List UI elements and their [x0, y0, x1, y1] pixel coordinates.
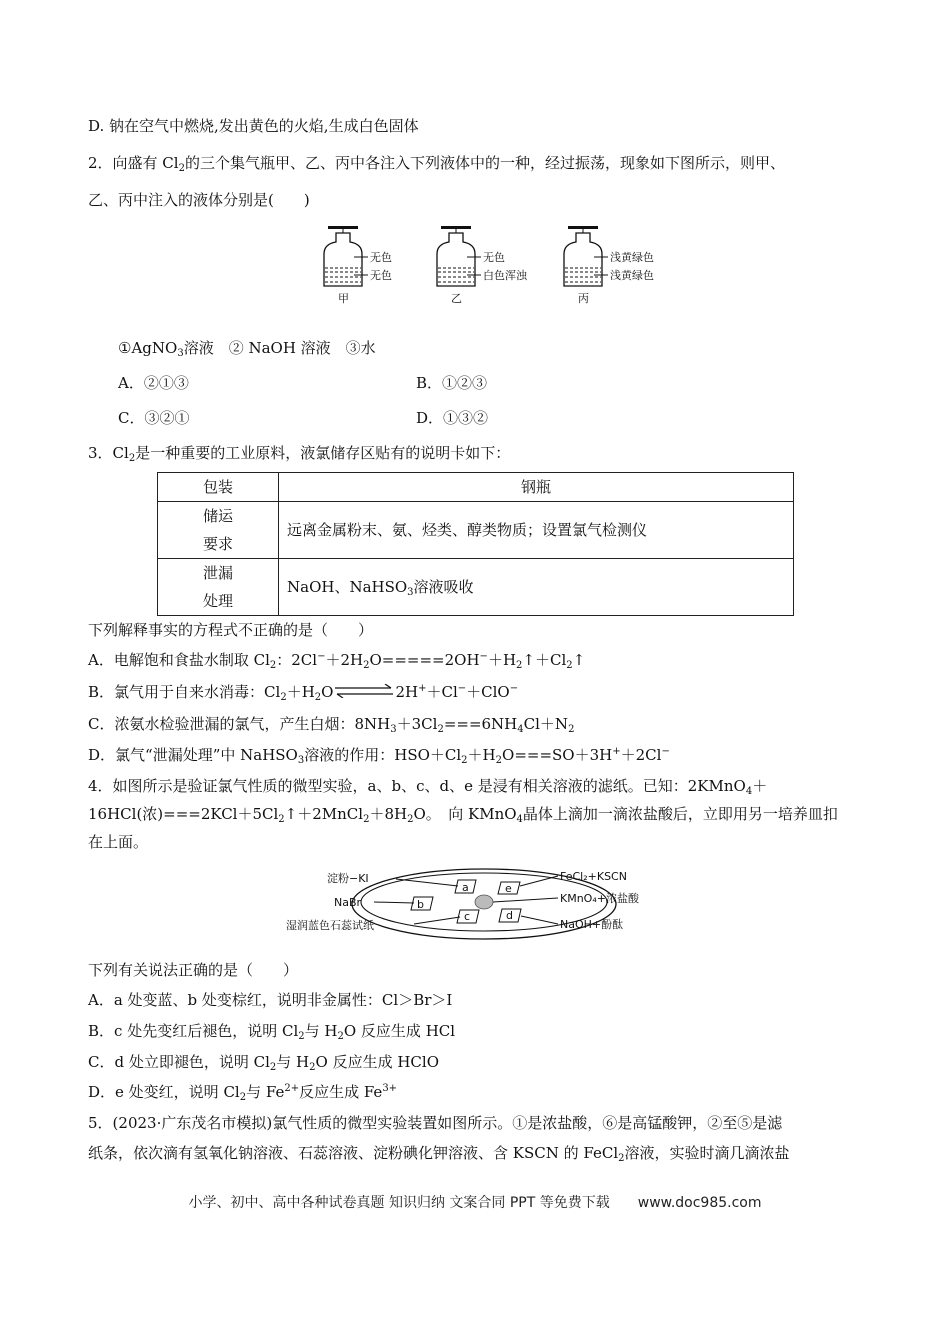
leak-key: 泄漏 处理	[158, 559, 279, 616]
q4-question: 下列有关说法正确的是（ ）	[88, 961, 299, 979]
bing-lower-label: 浅黄绿色	[610, 269, 654, 282]
petri-dish-figure	[284, 862, 664, 948]
storage-value: 远离金属粉末、氨、烃类、醇类物质；设置氯气检测仪	[279, 502, 794, 559]
bottle-bing	[564, 226, 654, 305]
table-row	[158, 559, 794, 616]
table-row	[158, 473, 794, 502]
label-naoh-phenolphthalein: NaOH+酚酞	[560, 918, 624, 931]
packaging-key: 包装	[158, 473, 279, 502]
table-row	[158, 502, 794, 559]
equilibrium-arrow	[333, 684, 395, 698]
q3-option-c: C．浓氨水检验泄漏的氯气，产生白烟：$8NH_3+3Cl_2===6NH_4Cl+N_2$	[88, 715, 575, 735]
q3-stem: 3．$Cl_2$是一种重要的工业原料，液氯储存区贴有的说明卡如下：	[88, 444, 511, 464]
chlorine-info-card	[157, 472, 794, 616]
q4-option-b: B．c 处先变红后褪色，说明 $Cl_2$与 $H_2O$ 反应生成 HCl	[88, 1022, 456, 1042]
q2-option-a: A．②①③	[118, 374, 189, 392]
yi-upper-label: 无色	[483, 251, 505, 264]
q3-option-a: A．电解饱和食盐水制取 $Cl_2$：$2Cl^-+2H_2O=====2OH^-+H_2↑+Cl_2↑$	[88, 651, 586, 671]
label-litmus-paper: 湿润蓝色石蕊试纸	[286, 919, 374, 932]
q2-stem-line1: 2．向盛有 $Cl_2$的三个集气瓶甲、乙、丙中各注入下列液体中的一种，经过振荡，现象如下图所示，则甲、	[88, 154, 785, 174]
jia-upper-label: 无色	[370, 251, 392, 264]
q2-option-b: B．①②③	[416, 374, 488, 392]
q4-stem-line1: 4．如图所示是验证氯气性质的微型实验，a、b、c、d、e 是浸有相关溶液的滤纸。已知：2KMnO$_4$＋	[88, 777, 768, 797]
jia-name: 甲	[338, 292, 349, 305]
q4-stem-line2: 16HCl(浓)$===2KCl+5Cl_2↑+2MnCl_2+8H_2O$。 向 KMnO$_4$晶体上滴加一滴浓盐酸后，立即用另一培养皿扣	[88, 805, 838, 825]
bottle-yi	[437, 226, 528, 305]
q2-stem-line2: 乙、丙中注入的液体分别是( )	[88, 191, 310, 209]
label-starch-ki: 淀粉−KI	[327, 872, 369, 885]
q5-stem-line1: 5．(2023·广东茂名市模拟)氯气性质的微型实验装置如图所示。①是浓盐酸，⑥是高锰酸钾，②至⑤是滤	[88, 1114, 783, 1132]
jia-lower-label: 无色	[370, 269, 392, 282]
paper-c: c	[464, 910, 471, 923]
q1-option-d: D. 钠在空气中燃烧,发出黄色的火焰,生成白色固体	[88, 117, 419, 135]
q4-option-a: A．a 处变蓝、b 处变棕红，说明非金属性：Cl＞Br＞I	[88, 991, 453, 1009]
q3-question: 下列解释事实的方程式不正确的是（ ）	[88, 621, 374, 639]
gas-bottles-figure	[318, 224, 678, 308]
q2-option-c: C．③②①	[118, 409, 190, 427]
q4-stem-line3: 在上面。	[88, 833, 149, 851]
bing-name: 丙	[578, 292, 589, 305]
label-fecl2-kscn: FeCl₂+KSCN	[560, 870, 627, 883]
storage-key: 储运 要求	[158, 502, 279, 559]
q4-option-d: D．e 处变红，说明 $Cl_2$与 $Fe^{2+}$反应生成 $Fe^{3+}$	[88, 1083, 398, 1103]
paper-b: b	[417, 898, 424, 911]
yi-lower-label: 白色浑浊	[483, 269, 527, 282]
q2-liquids: ①AgNO$_3$溶液 ② NaOH 溶液 ③水	[118, 339, 376, 359]
footer-text: 小学、初中、高中各种试卷真题 知识归纳 文案合同 PPT 等免费下载	[188, 1195, 610, 1211]
q5-stem-line2: 纸条，依次滴有氢氧化钠溶液、石蕊溶液、淀粉碘化钾溶液、含 KSCN 的 FeCl$_2$溶液，实验时滴几滴浓盐	[88, 1144, 790, 1164]
bing-upper-label: 浅黄绿色	[610, 251, 654, 264]
page-footer	[0, 1192, 950, 1212]
q2-option-d: D．①③②	[416, 409, 489, 427]
bottle-jia	[324, 226, 392, 305]
label-nabr: NaBr	[334, 896, 362, 909]
packaging-value: 钢瓶	[279, 473, 794, 502]
paper-e: e	[505, 882, 512, 895]
q4-option-c: C．d 处立即褪色，说明 $Cl_2$与 $H_2O$ 反应生成 HClO	[88, 1053, 439, 1073]
q3-option-b: B．氯气用于自来水消毒：$Cl_2+H_2O$ 2H+＋Cl−＋ClO−	[88, 683, 519, 703]
paper-d: d	[506, 909, 513, 922]
paper-a: a	[462, 881, 469, 894]
label-kmno4-hcl: KMnO₄+浓盐酸	[560, 892, 639, 905]
q3-option-d: D．氯气“泄漏处理”中 NaHSO$_3$溶液的作用：$HSO+Cl_2+H_2O===SO+3H^++2Cl^-$	[88, 746, 670, 766]
yi-name: 乙	[451, 292, 462, 305]
leak-value: NaOH、NaHSO$_3$溶液吸收	[279, 559, 794, 616]
footer-url[interactable]: www.doc985.com	[637, 1195, 762, 1211]
